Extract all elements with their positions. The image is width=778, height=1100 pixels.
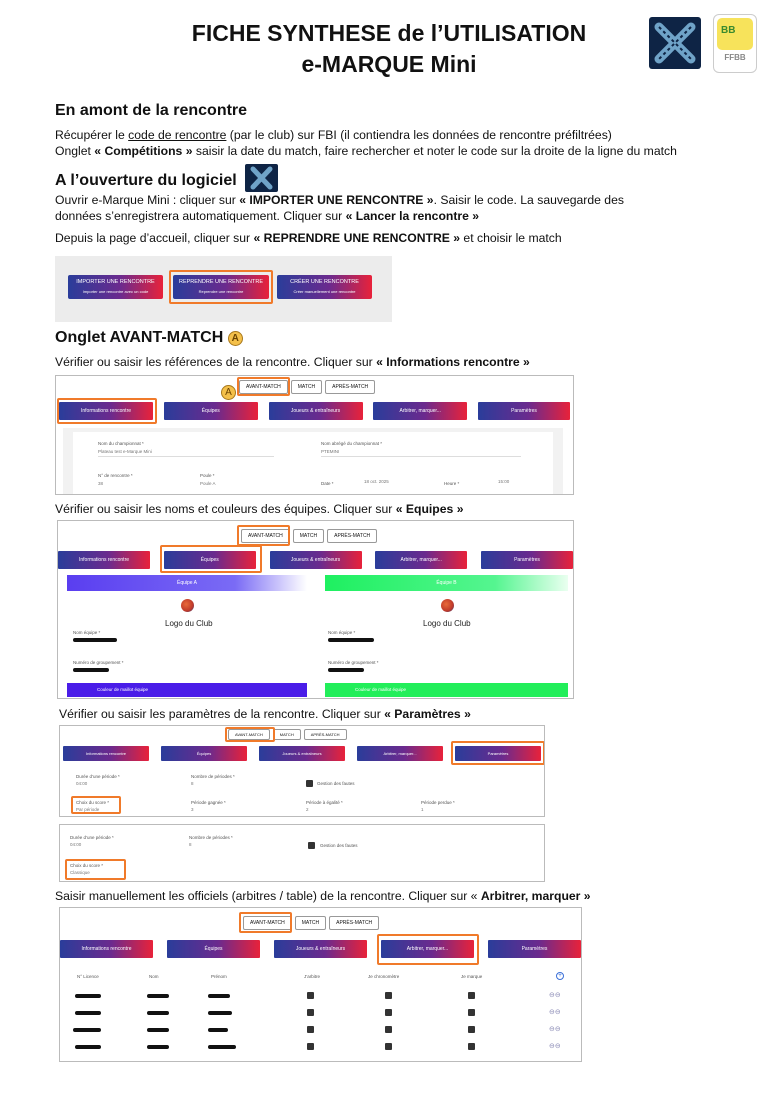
- tab-arbitrer[interactable]: Arbitrer, marquer...: [375, 551, 467, 569]
- remove-row-icon[interactable]: ⊖⊖: [549, 1026, 561, 1033]
- tab-joueurs[interactable]: Joueurs & entraîneurs: [269, 402, 363, 420]
- tab-avant-match[interactable]: AVANT-MATCH: [241, 529, 290, 543]
- marque-checkbox[interactable]: [468, 1009, 475, 1016]
- col-licence: N° Licence: [77, 974, 99, 979]
- paragraph: données s’enregistrera automatiquement. Cliquer sur « Lancer la rencontre »: [55, 209, 480, 223]
- nb-periodes-field[interactable]: 8: [191, 781, 194, 786]
- emarque-logo: [649, 17, 701, 69]
- nb-periodes-field[interactable]: 8: [189, 842, 192, 847]
- tab-joueurs[interactable]: Joueurs & entraîneurs: [270, 551, 362, 569]
- chrono-checkbox[interactable]: [385, 1026, 392, 1033]
- paragraph: Récupérer le code de rencontre (par le club) sur FBI (il contiendra les données de rencontre préfiltrées): [55, 128, 612, 142]
- tab-parametres[interactable]: Paramètres: [488, 940, 581, 958]
- tab-informations[interactable]: Informations rencontre: [58, 551, 150, 569]
- paragraph: Onglet « Compétitions » saisir la date du match, faire rechercher et noter le code sur la droite de la ligne du match: [55, 144, 677, 158]
- home-screenshot: [55, 256, 392, 322]
- remove-row-icon[interactable]: ⊖⊖: [549, 992, 561, 999]
- tab-match[interactable]: MATCH: [293, 529, 324, 543]
- tab-avant-match[interactable]: AVANT-MATCH: [243, 916, 292, 930]
- tab-informations[interactable]: Informations rencontre: [60, 940, 153, 958]
- paragraph: Vérifier ou saisir les paramètres de la rencontre. Cliquer sur « Paramètres »: [59, 707, 471, 721]
- team-b-header: Équipe B: [325, 575, 568, 591]
- tab-joueurs[interactable]: Joueurs & entraîneurs: [274, 940, 367, 958]
- title-line-1: FICHE SYNTHESE de l’UTILISATION: [191, 20, 587, 46]
- col-arbitre: J’arbitre: [304, 974, 321, 979]
- tab-informations[interactable]: Informations rencontre: [63, 746, 149, 761]
- team-b-name-field[interactable]: [328, 638, 374, 642]
- chrono-checkbox[interactable]: [385, 1043, 392, 1050]
- team-a-color-picker[interactable]: Couleur de maillot équipe: [67, 683, 307, 697]
- tab-arbitrer[interactable]: Arbitrer, marquer...: [357, 746, 443, 761]
- ffbb-logo: BB FFBB: [713, 14, 757, 73]
- tab-equipes[interactable]: Équipes: [161, 746, 247, 761]
- score-select[interactable]: Par période: [76, 807, 100, 812]
- paragraph: Saisir manuellement les officiels (arbitres / table) de la rencontre. Cliquer sur « Arbitrer, marquer »: [55, 889, 591, 903]
- tab-joueurs[interactable]: Joueurs & entraîneurs: [259, 746, 345, 761]
- tab-apres-match[interactable]: APRÈS-MATCH: [325, 380, 375, 394]
- heure-field[interactable]: 15:00: [498, 479, 510, 484]
- team-a-logo-text: Logo du Club: [165, 619, 213, 628]
- tab-avant-match[interactable]: AVANT-MATCH: [239, 380, 288, 394]
- tab-equipes[interactable]: Équipes: [164, 402, 258, 420]
- col-nom: Nom: [149, 974, 159, 979]
- arbitre-checkbox[interactable]: [307, 1009, 314, 1016]
- ffbb-ball-icon: [441, 599, 454, 612]
- periode-gagnee-field[interactable]: 3: [191, 807, 194, 812]
- abbr-field[interactable]: PTEMINI: [321, 449, 340, 454]
- highlight-box: [160, 545, 262, 573]
- date-field[interactable]: 18 oct. 2025: [364, 479, 389, 484]
- marque-checkbox[interactable]: [468, 1043, 475, 1050]
- teams-screenshot: AVANT-MATCH MATCH APRÈS-MATCH Informations rencontre Équipes Joueurs & entraîneurs Arbitrer, marquer... Paramètres Équipe A Équipe B Logo du Club Logo du Club Nom équipe * Nom équipe * Numéro de groupement * Numéro de groupement * Couleur de maillot équipe Couleur de maillot équipe: [57, 520, 574, 699]
- tab-match[interactable]: MATCH: [273, 729, 301, 740]
- title-line-2: e-MARQUE Mini: [301, 51, 477, 77]
- params-classique-screenshot: Durée d’une période * 04:00 Nombre de périodes * 8 Gestion des fautes Choix du score * Classique: [59, 824, 545, 882]
- col-chrono: Je chronomètre: [368, 974, 400, 979]
- team-b-color-picker[interactable]: Couleur de maillot équipe: [325, 683, 568, 697]
- tab-parametres[interactable]: Paramètres: [455, 746, 541, 761]
- championnat-field[interactable]: Plateau test e-Marque Mini: [98, 449, 152, 454]
- arbitre-checkbox[interactable]: [307, 992, 314, 999]
- document-title: [150, 18, 628, 80]
- paragraph: Ouvrir e-Marque Mini : cliquer sur « IMPORTER UNE RENCONTRE ». Saisir le code. La sauvegarde des: [55, 193, 624, 207]
- highlight-box: [65, 859, 126, 880]
- add-official-icon[interactable]: +: [556, 972, 564, 980]
- col-prenom: Prénom: [211, 974, 227, 979]
- tab-informations[interactable]: Informations rencontre: [59, 402, 153, 420]
- nav-tabs: [58, 551, 573, 569]
- fautes-checkbox[interactable]: [306, 780, 313, 787]
- tab-equipes[interactable]: Équipes: [164, 551, 256, 569]
- badge-a: A: [228, 331, 243, 346]
- highlight-box: [57, 398, 157, 424]
- section-heading-amont: En amont de la rencontre: [55, 102, 248, 119]
- highlight-box: [225, 727, 275, 742]
- highlight-box: [169, 270, 273, 304]
- highlight-box: [451, 741, 545, 765]
- code-rencontre-text: code de rencontre: [128, 128, 227, 142]
- team-a-group-field[interactable]: [73, 668, 109, 672]
- tab-parametres[interactable]: Paramètres: [481, 551, 573, 569]
- match-number-field[interactable]: 38: [98, 481, 104, 486]
- fautes-checkbox[interactable]: [308, 842, 315, 849]
- tab-match[interactable]: MATCH: [295, 916, 326, 930]
- tab-apres-match[interactable]: APRÈS-MATCH: [304, 729, 347, 740]
- arbitre-checkbox[interactable]: [307, 1026, 314, 1033]
- marque-checkbox[interactable]: [468, 992, 475, 999]
- params-screenshot: AVANT-MATCH MATCH APRÈS-MATCH Informations rencontre Équipes Joueurs & entraîneurs Arbitrer, marquer... Paramètres Durée d’une période * 04:00 Nombre de périodes * 8 Gestion des fautes Choix du score * Par période Période gagnée * 3 Période à égalité * 2 Période perdue * 1: [59, 725, 545, 817]
- emarque-inline-logo: [245, 164, 278, 192]
- paragraph: Depuis la page d’accueil, cliquer sur « REPRENDRE UNE RENCONTRE » et choisir le match: [55, 231, 562, 245]
- tab-apres-match[interactable]: APRÈS-MATCH: [327, 529, 377, 543]
- section-heading-ouverture: A l’ouverture du logiciel: [55, 172, 237, 189]
- chrono-checkbox[interactable]: [385, 992, 392, 999]
- tab-arbitrer[interactable]: Arbitrer, marquer...: [373, 402, 467, 420]
- highlight-box: [237, 377, 290, 396]
- team-b-group-field[interactable]: [328, 668, 364, 672]
- badge-a: A: [221, 385, 236, 400]
- highlight-box: [377, 934, 479, 965]
- periode-perdue-field[interactable]: 1: [421, 807, 424, 812]
- duree-field[interactable]: 04:00: [76, 781, 88, 786]
- team-a-header: Équipe A: [67, 575, 307, 591]
- duree-field[interactable]: 04:00: [70, 842, 82, 847]
- tab-apres-match[interactable]: APRÈS-MATCH: [329, 916, 379, 930]
- tab-avant-match[interactable]: AVANT-MATCH: [228, 729, 270, 740]
- paragraph: Vérifier ou saisir les références de la rencontre. Cliquer sur « Informations rencontre »: [55, 355, 530, 369]
- officials-screenshot: [59, 907, 582, 1062]
- col-marque: Je marque: [461, 974, 483, 979]
- tab-arbitrer[interactable]: Arbitrer, marquer...: [381, 940, 474, 958]
- ffbb-ball-icon: [181, 599, 194, 612]
- team-a-name-field[interactable]: [73, 638, 117, 642]
- section-heading-avant-match: Onglet AVANT-MATCH A: [55, 329, 243, 347]
- highlight-box: [239, 912, 292, 933]
- score-select[interactable]: Classique: [70, 870, 90, 875]
- marque-checkbox[interactable]: [468, 1026, 475, 1033]
- tab-match[interactable]: MATCH: [291, 380, 322, 394]
- nav-tabs: [60, 940, 581, 958]
- create-match-button[interactable]: CRÉER UNE RENCONTRE Créer manuellement une rencontre: [277, 275, 372, 299]
- chrono-checkbox[interactable]: [385, 1009, 392, 1016]
- resume-match-button[interactable]: REPRENDRE UNE RENCONTRE Reprendre une rencontre: [173, 275, 269, 299]
- tab-parametres[interactable]: Paramètres: [478, 402, 570, 420]
- team-b-logo-text: Logo du Club: [423, 619, 471, 628]
- info-screenshot: A AVANT-MATCH MATCH APRÈS-MATCH Informations rencontre Équipes Joueurs & entraîneurs Arbitrer, marquer... Paramètres Nom du championnat * Plateau test e-Marque Mini Nom abrégé du championnat * PTEMINI N° de rencontre * 38 Poule * Poule A Date * 18 oct. 2025 Heure * 15:00: [55, 375, 574, 495]
- info-form: [63, 428, 563, 494]
- import-match-button[interactable]: IMPORTER UNE RENCONTRE Importer une rencontre avec un code: [68, 275, 163, 299]
- periode-egalite-field[interactable]: 2: [306, 807, 309, 812]
- highlight-box: [237, 525, 290, 546]
- arbitre-checkbox[interactable]: [307, 1043, 314, 1050]
- tab-equipes[interactable]: Équipes: [167, 940, 260, 958]
- poule-field[interactable]: Poule A: [200, 481, 216, 486]
- paragraph: Vérifier ou saisir les noms et couleurs des équipes. Cliquer sur « Equipes »: [55, 502, 464, 516]
- remove-row-icon[interactable]: ⊖⊖: [549, 1009, 561, 1016]
- highlight-box: [71, 796, 121, 814]
- remove-row-icon[interactable]: ⊖⊖: [549, 1043, 561, 1050]
